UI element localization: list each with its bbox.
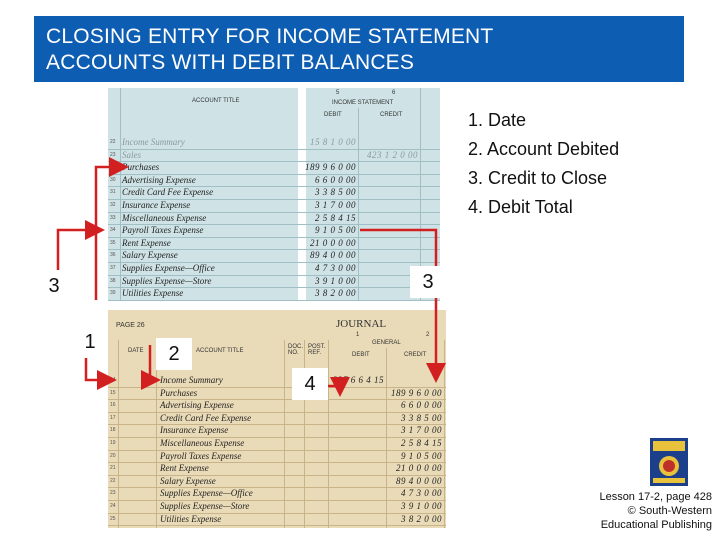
ws-row-debit: 189 9 6 0 00 <box>305 162 356 173</box>
journal-row-line-number: 21 <box>110 465 116 472</box>
callout-3-right: 3 <box>410 266 446 298</box>
journal-row-credit: 3 1 7 0 00 <box>401 425 442 436</box>
ws-income-statement-header: INCOME STATEMENT <box>332 100 394 106</box>
journal-row-account: Rent Expense <box>160 463 209 474</box>
journal-row-line-number: 14 <box>110 377 116 383</box>
ws-row-line-number: 37 <box>110 265 116 271</box>
journal-row-credit: 6 6 0 0 00 <box>401 400 442 411</box>
title-line-1: CLOSING ENTRY FOR INCOME STATEMENT <box>46 25 494 48</box>
journal-row-credit: 2 5 8 4 15 <box>401 438 442 448</box>
ws-row-debit: 21 0 0 0 00 <box>310 237 356 248</box>
journal-row-account: Insurance Expense <box>160 425 229 436</box>
ws-row-debit: 3 3 8 5 00 <box>315 187 356 198</box>
ws-row-line-number: 35 <box>110 239 116 246</box>
journal-post-ref-header: POST. REF. <box>308 344 326 356</box>
journal-credit-header: CREDIT <box>404 352 427 358</box>
journal-row-credit: 3 8 2 0 00 <box>401 513 442 524</box>
journal-row-account: Miscellaneous Expense <box>160 438 245 448</box>
journal-row-account: Payroll Taxes Expense <box>160 450 242 461</box>
ws-row-line-number: 39 <box>110 290 116 297</box>
journal-row-line-number: 22 <box>110 477 116 484</box>
journal-row-line-number: 24 <box>110 503 116 509</box>
journal-row-credit: 4 7 3 0 00 <box>401 488 442 499</box>
callout-1: 1 <box>72 326 108 358</box>
journal-doc-no-header: DOC. NO. <box>288 344 303 356</box>
journal-row-account: Income Summary <box>160 375 223 385</box>
ws-row-line-number: 27 <box>110 164 116 171</box>
journal-row-account: Supplies Expense—Office <box>160 488 253 499</box>
step-3: 3. Credit to Close <box>468 168 608 188</box>
ws-row-debit: 89 4 0 0 00 <box>310 250 356 261</box>
journal-row-line-number: 16 <box>110 402 116 409</box>
journal-date-header: DATE <box>128 348 144 354</box>
journal-general-header: GENERAL <box>372 340 401 346</box>
callout-3-left: 3 <box>36 270 72 302</box>
textbook-cover-icon <box>650 438 688 486</box>
journal-debit-header: DEBIT <box>352 352 370 358</box>
journal-row-credit: 3 3 8 5 00 <box>401 412 442 423</box>
journal-col2-label: 2 <box>426 332 430 338</box>
ws-col5-label: 5 <box>336 90 340 96</box>
ws-row-account: Sales <box>122 149 141 160</box>
journal-row-account: Purchases <box>160 387 198 398</box>
journal-row-line-number: 15 <box>110 389 116 396</box>
journal-row-credit: 9 1 0 5 00 <box>401 450 442 461</box>
journal-page-label: PAGE 26 <box>116 322 145 329</box>
ws-row-debit: 3 9 1 0 00 <box>315 275 356 286</box>
ws-row-line-number: 36 <box>110 252 116 259</box>
ws-row-debit: 3 8 2 0 00 <box>315 288 356 299</box>
ws-row-line-number: 22 <box>110 139 116 145</box>
journal-col1-label: 1 <box>356 332 360 338</box>
journal-row-account: Salary Expense <box>160 475 216 486</box>
journal-account-title-header: ACCOUNT TITLE <box>196 348 244 354</box>
footer-line-2: © South-Western <box>627 505 712 517</box>
journal-row-line-number: 25 <box>110 515 116 522</box>
ws-row-account: Insurance Expense <box>122 200 191 210</box>
ws-row-line-number: 34 <box>110 227 116 234</box>
ws-row-account: Supplies Expense—Store <box>122 275 212 286</box>
journal-row-credit: 21 0 0 0 00 <box>396 463 442 474</box>
journal-title: JOURNAL <box>336 318 387 330</box>
ws-row-account: Advertising Expense <box>122 174 196 185</box>
step-1: 1. Date <box>468 110 527 130</box>
journal-row-credit: 3 9 1 0 00 <box>401 501 442 511</box>
ws-row-debit: 4 7 3 0 00 <box>315 263 356 273</box>
step-2: 2. Account Debited <box>468 139 620 159</box>
ws-row-debit: 2 5 8 4 15 <box>315 212 356 223</box>
arrow-right-three <box>380 230 436 378</box>
ws-debit-header: DEBIT <box>324 112 342 118</box>
ws-account-title-header: ACCOUNT TITLE <box>192 98 240 104</box>
journal-row-credit: 89 4 0 0 00 <box>396 475 442 486</box>
journal-row-date: 31 <box>142 375 151 385</box>
journal-row-line-number: 23 <box>110 490 116 497</box>
journal-row-line-number: 17 <box>110 414 116 421</box>
journal-row-account: Advertising Expense <box>160 400 234 411</box>
journal-row-line-number: 20 <box>110 452 116 459</box>
ws-row-line-number: 33 <box>110 214 116 221</box>
journal-row-debit: 337 6 6 4 15 <box>333 375 384 385</box>
journal-row-account: Supplies Expense—Store <box>160 501 250 511</box>
ws-row-line-number: 31 <box>110 189 116 196</box>
ws-row-account: Income Summary <box>122 137 185 147</box>
footer-line-3: Educational Publishing <box>600 519 712 531</box>
ws-row-account: Supplies Expense—Office <box>122 263 215 273</box>
ws-row-account: Salary Expense <box>122 250 178 261</box>
ws-row-account: Credit Card Fee Expense <box>122 187 214 198</box>
callout-4: 4 <box>292 368 328 400</box>
ws-row-account: Utilities Expense <box>122 288 184 299</box>
ws-row-account: Payroll Taxes Expense <box>122 225 204 236</box>
journal-row-line-number: 19 <box>110 440 116 446</box>
journal-row-account: Credit Card Fee Expense <box>160 412 252 423</box>
ws-row-line-number: 32 <box>110 202 116 208</box>
step-4: 4. Debit Total <box>468 197 573 217</box>
ws-row-line-number: 30 <box>110 176 116 183</box>
journal-row-account: Utilities Expense <box>160 513 222 524</box>
steps-list <box>468 106 619 222</box>
journal-row-credit: 189 9 6 0 00 <box>391 387 442 398</box>
ws-row-debit: 6 6 0 0 00 <box>315 174 356 185</box>
ws-row-line-number: 23 <box>110 151 116 158</box>
ws-row-line-number: 38 <box>110 277 116 284</box>
ws-row-account: Rent Expense <box>122 237 171 248</box>
ws-row-debit: 9 1 0 5 00 <box>315 225 356 236</box>
ws-row-account: Miscellaneous Expense <box>122 212 207 223</box>
ws-col6-label: 6 <box>392 90 396 96</box>
ws-row-debit: 15 8 1 0 00 <box>310 137 356 147</box>
callout-2: 2 <box>156 338 192 370</box>
footer-credit <box>599 490 712 532</box>
arrow-credit-to-close <box>96 167 124 300</box>
journal-row-line-number: 18 <box>110 427 116 434</box>
footer-line-1: Lesson 17-2, page 428 <box>599 491 712 503</box>
ws-row-account: Purchases <box>122 162 160 173</box>
title-line-2: ACCOUNTS WITH DEBIT BALANCES <box>46 51 415 74</box>
ws-row-debit: 3 1 7 0 00 <box>315 200 356 210</box>
ws-credit-header: CREDIT <box>380 112 403 118</box>
ws-row-credit: 423 1 2 0 00 <box>367 149 418 160</box>
